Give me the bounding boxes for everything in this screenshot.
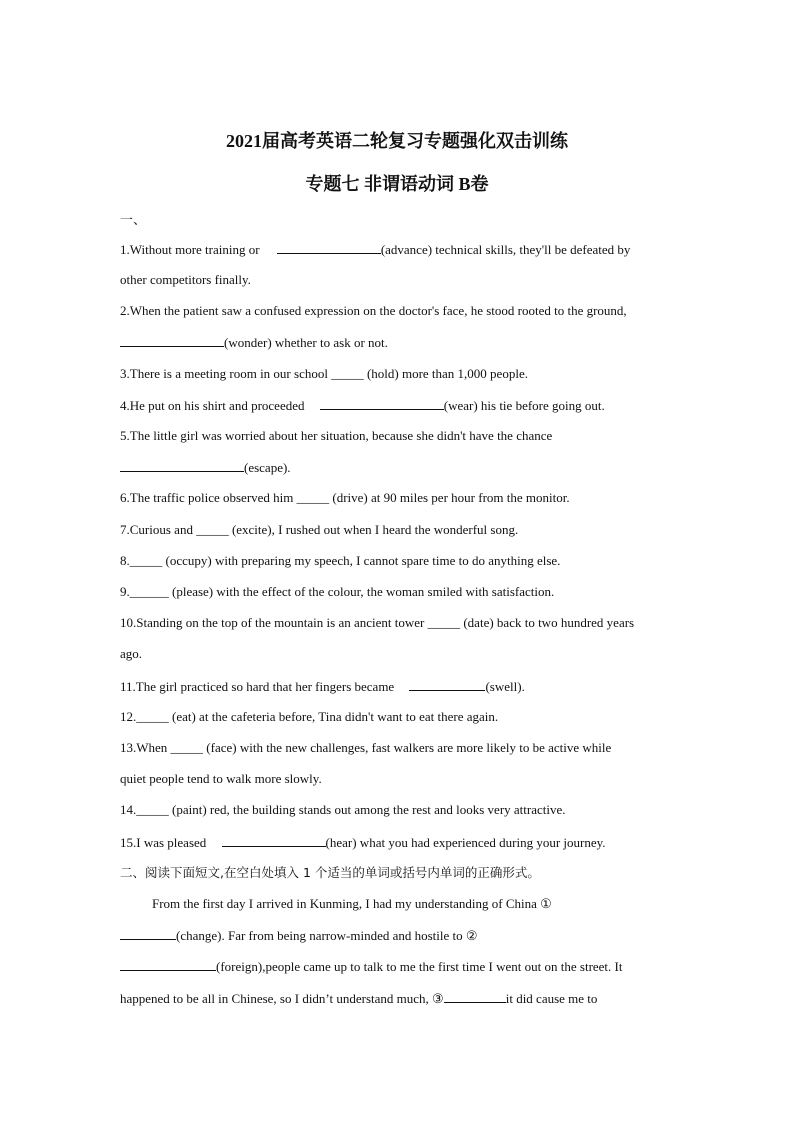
- passage-text: (change). Far from being narrow-minded and hostile to ②: [176, 928, 478, 943]
- section-1-heading: 一、: [120, 212, 147, 227]
- question-text: (swell).: [485, 679, 525, 694]
- answer-blank[interactable]: [120, 459, 244, 472]
- question-7: 7.Curious and _____ (excite), I rushed out when I heard the wonderful song.: [120, 522, 519, 537]
- question-8: 8._____ (occupy) with preparing my speech, I cannot spare time to do anything else.: [120, 553, 561, 568]
- question-5: 5.The little girl was worried about her situation, because she didn't have the chance: [120, 428, 553, 443]
- answer-blank[interactable]: [320, 397, 444, 410]
- passage-text: it did cause me to: [505, 991, 598, 1006]
- question-text: (advance) technical skills, they'll be defeated by: [380, 242, 631, 257]
- question-13: 13.When _____ (face) with the new challenges, fast walkers are more likely to be active while: [120, 740, 612, 755]
- question-9: 9.______ (please) with the effect of the colour, the woman smiled with satisfaction.: [120, 584, 555, 599]
- passage-line-3: [120, 958, 623, 975]
- question-6: 6.The traffic police observed him _____ (drive) at 90 miles per hour from the monitor.: [120, 490, 570, 505]
- passage-line-1: From the first day I arrived in Kunming, I had my understanding of China ①: [152, 896, 552, 911]
- section-2-heading: 二、阅读下面短文,在空白处填入 1 个适当的单词或括号内单词的正确形式。: [120, 865, 540, 880]
- document-subtitle: 专题七 非谓语动词 B卷: [305, 174, 489, 194]
- answer-blank-2[interactable]: [120, 958, 216, 971]
- question-14: 14._____ (paint) red, the building stands out among the rest and looks very attractive.: [120, 802, 566, 817]
- answer-blank[interactable]: [409, 678, 485, 691]
- question-11: [120, 678, 525, 695]
- passage-line-4: [120, 990, 597, 1007]
- question-2: 2.When the patient saw a confused expression on the doctor's face, he stood rooted to the ground,: [120, 303, 627, 318]
- question-5-continued: [120, 459, 291, 476]
- answer-blank[interactable]: [277, 241, 381, 254]
- question-text: (hear) what you had experienced during your journey.: [325, 835, 606, 850]
- question-text: (escape).: [244, 460, 291, 475]
- question-2-continued: [120, 334, 388, 351]
- question-text: 15.I was pleased: [120, 835, 207, 850]
- question-15: [120, 834, 606, 851]
- answer-blank[interactable]: [120, 334, 224, 347]
- question-text: 4.He put on his shirt and proceeded: [120, 398, 305, 413]
- question-4: [120, 397, 605, 414]
- question-text: (wear) his tie before going out.: [443, 398, 605, 413]
- question-text: 11.The girl practiced so hard that her fingers became: [120, 679, 395, 694]
- document-title: 2021届高考英语二轮复习专题强化双击训练: [226, 131, 568, 151]
- passage-line-2: [120, 927, 478, 944]
- question-10: 10.Standing on the top of the mountain is an ancient tower _____ (date) back to two hundred years: [120, 615, 635, 630]
- question-text: (wonder) whether to ask or not.: [224, 335, 388, 350]
- question-13-continued: quiet people tend to walk more slowly.: [120, 771, 322, 786]
- question-1-continued: other competitors finally.: [120, 272, 251, 287]
- answer-blank-1[interactable]: [120, 927, 176, 940]
- passage-text: (foreign),people came up to talk to me the first time I went out on the street. It: [216, 959, 623, 974]
- question-text: 1.Without more training or: [120, 242, 260, 257]
- question-12: 12._____ (eat) at the cafeteria before, Tina didn't want to eat there again.: [120, 709, 499, 724]
- answer-blank-3[interactable]: [444, 990, 506, 1003]
- question-10-continued: ago.: [120, 646, 143, 661]
- question-1: [120, 241, 630, 258]
- passage-text: happened to be all in Chinese, so I didn’t understand much, ③: [120, 991, 444, 1006]
- question-3: 3.There is a meeting room in our school _____ (hold) more than 1,000 people.: [120, 366, 528, 381]
- answer-blank[interactable]: [222, 834, 326, 847]
